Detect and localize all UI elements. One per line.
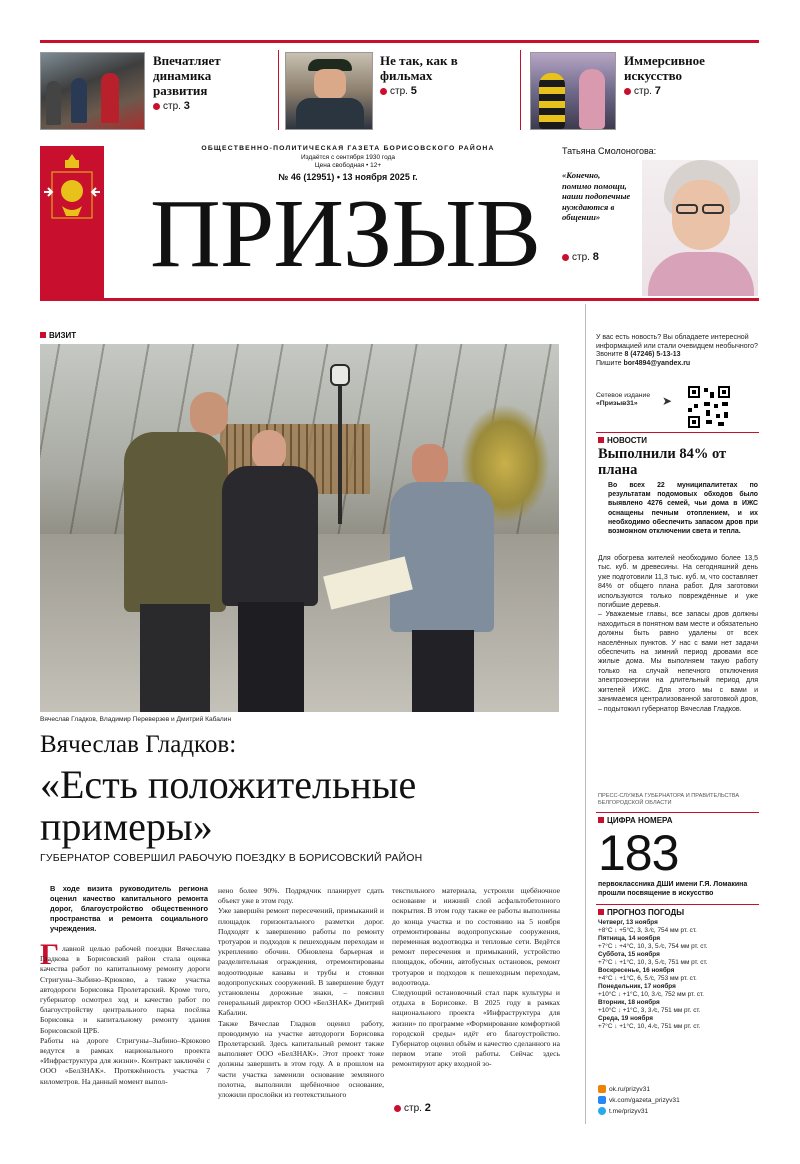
weather-rule <box>596 904 759 905</box>
bullet-icon <box>562 254 569 261</box>
teaser-2-title: Не так, как в фильмах <box>380 53 458 83</box>
vk-icon <box>598 1096 606 1104</box>
teaser-2-page: стр. 5 <box>380 85 510 97</box>
social-ok[interactable]: ok.ru/prizyv31 <box>598 1084 758 1095</box>
section-marker-icon <box>598 909 604 915</box>
weather-day: Суббота, 15 ноября +7°С ↓ +1°С, 10, 3, 5 ⁄с, 751 мм рт. ст. <box>598 951 708 966</box>
quote-page: стр. 8 <box>562 251 599 263</box>
top-rule <box>40 40 759 43</box>
teaser-3[interactable] <box>530 52 759 132</box>
bullet-icon <box>153 103 160 110</box>
weather-day: Вторник, 18 ноября +10°С ↓ +1°С, 3, 3 ⁄с, 751 мм рт. ст. <box>598 999 701 1014</box>
quote-text: «Конечно, помимо помощи, наши подопечные нуждаются в общении» <box>562 170 631 222</box>
founded-date: Издаётся с сентября 1930 года <box>301 154 395 161</box>
main-photo <box>40 344 559 712</box>
ok-icon <box>598 1085 606 1093</box>
quote-box[interactable] <box>562 146 759 296</box>
section-label-news: НОВОСТИ <box>598 436 647 445</box>
section-label-weather: ПРОГНОЗ ПОГОДЫ <box>598 908 684 917</box>
teaser-divider <box>520 50 521 130</box>
bullet-icon <box>394 1105 401 1112</box>
headline-quote: «Есть положительные примеры» <box>40 762 417 849</box>
quote-portrait <box>642 160 758 296</box>
contact-text: У вас есть новость? Вы обладаете интересной информацией или стали очевидцем необычного? <box>596 334 758 350</box>
issue-info: № 46 (12951) • 13 ноября 2025 г. <box>278 172 418 182</box>
coat-of-arms-icon <box>40 146 104 298</box>
weather-list <box>598 919 758 1031</box>
weather-day: Воскресенье, 16 ноября +4°С ↓ +1°С, 6, 5 ⁄с, 753 мм рт. ст. <box>598 967 697 982</box>
article-column-3: текстильного материала, устроили щебёночное основание и нижний слой асфальтобетонного покрытия. В этом году также ее работы выполнены до конца участка и по состоянию на 5 ноября отремонтированы водопропускные сооружения, переменная водоотводка и тепловые сети. Ведётся ремонт пересечения и примыканий, устройство площадок, обочин, автобусных остановок, ремонт тротуаров и подходов к пешеходным переходам, водоотвода. Следующий остановочный стал парк культуры и отдыха в Борисовке. В 2025 году в рамках национального проекта «Инфраструктура для жизни» по программе «Формирование комфортной городской среды» идёт его благоустройство. Губернатор оценил объём и качество сделанного на первом этапе этой работы. Сейчас здесь ремонтируют арку входной зо- <box>392 886 560 1069</box>
section-marker-icon <box>40 332 46 338</box>
teaser-1-page: стр. 3 <box>153 100 263 112</box>
teaser-1-title: Впечатляет динамика развития <box>153 53 221 98</box>
price-line: Цена свободная • 12+ <box>314 162 382 169</box>
news-lead: Во всех 22 муниципалитетах по результатам подомовых обходов было выявлено 4276 семей, чьи дома в ИЖС оснащены печным отоплением, и их необходимо обеспечить запасом дров при возможном отключении света и тепла. <box>608 482 758 536</box>
number-description: первоклассника ДШИ имени Г.Я. Ломакина прошли посвящение в искусство <box>598 881 748 897</box>
telegram-icon <box>598 1107 606 1115</box>
contact-mail: Пишите bor4894@yandex.ru <box>596 359 691 367</box>
news-rule <box>596 432 759 433</box>
headline-name: Вячеслав Гладков: <box>40 731 237 758</box>
article-column-2: нено более 90%. Подрядчик планирует сдать объект уже в этом году. Уже завершён ремонт пересечений, примыканий и площадок горизонтального разметки дорог. Подходят к завершению работы по ремонту тротуаров и подходов к пешеходным переходам и укреплению обочин. Обновлена барьерная и разделительная ограждения, отремонтированы водоотводные канавы и трубы и стоянки водопропускных сооружений. В завершение будут установлены дорожные знаки, – пояснил генеральный директор ООО «БелЗНАК» Дмитрий Кабалин. Также Вячеслав Гладков оценил работу, проводимую на участке автодороги Борисовка Пролетарский. Здесь капитальный ремонт также выполняет ООО «БелЗНАК». Этот проект тоже должны завершить в этом году. А в прошлом на части участка заменили основание земляного полотна, выполнили щебёночное основание, уложили прослойки из геотекстильного <box>218 886 384 1100</box>
qr-code-icon[interactable] <box>686 384 732 430</box>
news-headline: Выполнили 84% от плана <box>598 446 727 478</box>
weather-day: Среда, 19 ноября +7°С ↓ +1°С, 10, 4 ⁄с, 751 мм рт. ст. <box>598 1015 701 1030</box>
article-continue[interactable]: стр. 2 <box>394 1102 431 1114</box>
social-telegram[interactable]: t.me/prizyv31 <box>598 1106 758 1117</box>
section-marker-icon <box>598 437 604 443</box>
masthead-rule <box>40 298 759 301</box>
social-vk[interactable]: vk.com/gazeta_prizyv31 <box>598 1095 758 1106</box>
telegram-icon: ➤ <box>662 394 673 408</box>
teaser-1[interactable] <box>40 52 260 132</box>
article-column-1: лавной целью рабочей поездки Вячеслава Гладкова в Борисовский район стала оценка качества работ по капитальному ремонту дороги Стригуны–Зыбино–Крюково, а также участка автодороги Борисовка Пролетарский. Кроме того, губернатор осмотрел ход и качество работ по благоустройству центрального парка посёлка Борисовка и капитальному ремонту здания Борисовской ЦРБ. Работы на дороге Стригуны–Зыбино–Крюково ведутся в рамках национального проекта «Инфраструктура для жизни». Контракт заключён с ООО «БелЗНАК». Протяжённость участка 7 километров. На данный момент выпол- <box>40 944 210 1086</box>
bullet-icon <box>380 88 387 95</box>
section-marker-icon <box>598 817 604 823</box>
weather-day: Пятница, 14 ноября +7°С ↓ +4°С, 10, 3, 5 ⁄с, 754 мм рт. ст. <box>598 935 708 950</box>
teaser-1-photo <box>40 52 145 130</box>
teaser-3-photo <box>530 52 616 130</box>
network-label: Сетевое издание «Призыв31» <box>596 392 651 408</box>
teaser-2-photo <box>285 52 373 130</box>
teaser-3-title: Иммерсивное искусство <box>624 53 705 83</box>
number-rule <box>596 812 759 813</box>
photo-caption: Вячеслав Гладков, Владимир Переверзев и Дмитрий Кабалин <box>40 716 232 723</box>
bullet-icon <box>624 88 631 95</box>
masthead-meta <box>168 154 528 170</box>
drop-cap: Г <box>40 938 60 971</box>
article-subheading: ГУБЕРНАТОР СОВЕРШИЛ РАБОЧУЮ ПОЕЗДКУ В БОРИСОВСКИЙ РАЙОН <box>40 852 423 864</box>
teaser-3-page: стр. 7 <box>624 85 759 97</box>
social-links <box>598 1084 758 1117</box>
weather-day: Понедельник, 17 ноября +10°С ↓ +1°С, 10, 3 ⁄с, 752 мм рт. ст. <box>598 983 704 998</box>
teaser-2[interactable] <box>285 52 510 132</box>
article-lead: В ходе визита руководитель региона оценил качество капитального ремонта дорог, благоустройство общественного пространства и ремонта социального учреждения. <box>50 884 208 933</box>
weather-day: Четверг, 13 ноября +8°С ↓ +5°С, 3, 3 ⁄с, 754 мм рт. ст. <box>598 919 697 934</box>
news-source: ПРЕСС-СЛУЖБА ГУБЕРНАТОРА И ПРАВИТЕЛЬСТВА БЕЛГОРОДСКОЙ ОБЛАСТИ <box>598 793 740 806</box>
contact-box[interactable] <box>596 334 759 408</box>
contact-phone: Звоните 8 (47246) 5-13-13 <box>596 351 681 359</box>
sidebar-divider <box>585 304 586 1124</box>
news-body: Для обогрева жителей необходимо более 13,5 тыс. куб. м древесины. На сегодняшний день уже подготовили 11,3 тыс. куб. м, что составляет 84% от общего плана работ. Для заготовки используются только повреждённые и уже погибшие деревья. – Уважаемые главы, все запасы дров должны находиться в понятном вам месте и обязательно должны быть равно удалены от всех населённых пунктов. У нас с вами нет задачи обеспечить на зимний период дровами все жилые дома. Мы выполняем такую работу только на случай непечного отключения электроэнергии на длительный период для жителей ИЖС. Для этого мы с вами и занимаемся централизованной заготовкой дров, – подытожил губернатор Вячеслав Гладков. <box>598 555 758 713</box>
teaser-divider <box>278 50 279 130</box>
section-label-number: ЦИФРА НОМЕРА <box>598 816 672 825</box>
newspaper-title: ПРИЗЫВ <box>150 180 540 288</box>
section-label-visit: ВИЗИТ <box>40 331 76 340</box>
number-value: 183 <box>598 825 679 881</box>
quote-person-name: Татьяна Смолоногова: <box>562 146 657 156</box>
coat-of-arms-panel <box>40 146 104 298</box>
masthead-subtitle: ОБЩЕСТВЕННО-ПОЛИТИЧЕСКАЯ ГАЗЕТА БОРИСОВСКОГО РАЙОНА <box>201 145 495 152</box>
